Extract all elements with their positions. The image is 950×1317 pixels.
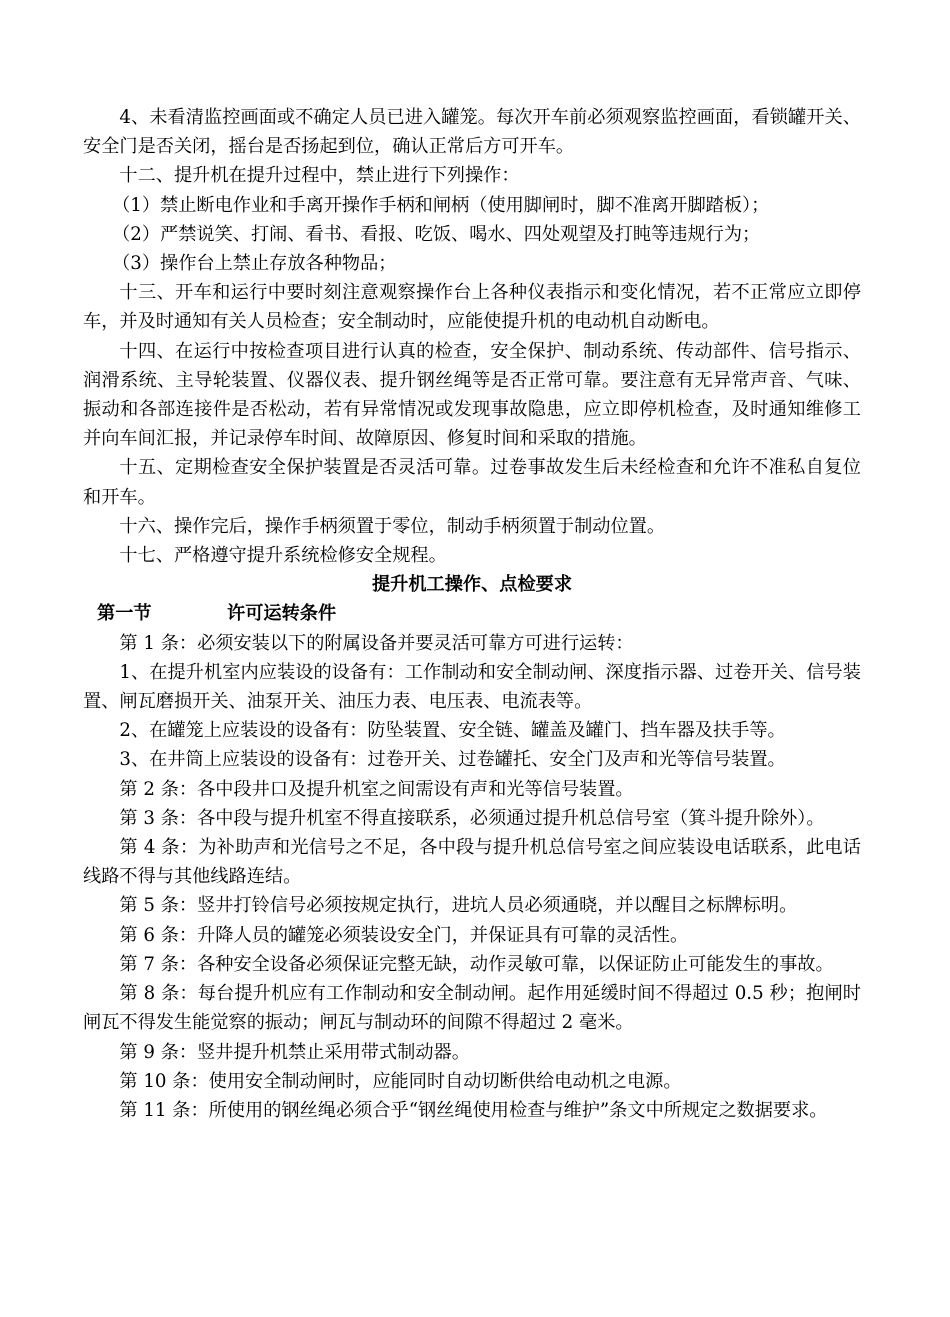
section-heading: 提升机工操作、点检要求 [371, 574, 573, 596]
list-item-3: （3）操作台上禁止存放各种物品； [112, 253, 397, 275]
rule-2: 第 2 条：各中段井口及提升机室之间需设有声和光等信号装置。 [119, 778, 634, 800]
paragraph-article-13: 十三、开车和运行中要时刻注意观察操作台上各种仪表指示和变化情况，若不正常应立即停车，并及时通知有关人员检查；安全制动时，应能使提升机的电动机自动断电。 [83, 282, 861, 333]
rule-1: 第 1 条：必须安装以下的附属设备并要灵活可靠方可进行运转： [119, 632, 634, 654]
list-item-1: （1）禁止断电作业和手离开操作手柄和闸柄（使用脚闸时，脚不准离开脚踏板）； [112, 194, 770, 216]
chapter-title: 许可运转条件 [227, 603, 337, 625]
rule-7: 第 7 条：各种安全设备必须保证完整无缺，动作灵敏可靠，以保证防止可能发生的事故。 [119, 953, 834, 975]
rule-10: 第 10 条：使用安全制动闸时，应能同时自动切断供给电动机之电源。 [119, 1070, 682, 1092]
paragraph-article-12: 十二、提升机在提升过程中，禁止进行下列操作： [119, 165, 520, 187]
chapter-heading [83, 599, 861, 628]
paragraph-item-4: 4、未看清监控画面或不确定人员已进入罐笼。每次开车前必须观察监控画面，看锁罐开关、安全门是否关闭，摇台是否扬起到位，确认正常后方可开车。 [83, 107, 861, 158]
rule-11: 第 11 条：所使用的钢丝绳必须合乎“钢丝绳使用检查与维护”条文中所规定之数据要求。 [119, 1099, 828, 1121]
rule-1-item-1: 1、在提升机室内应装设的设备有：工作制动和安全制动闸、深度指示器、过卷开关、信号装置、闸瓦磨损开关、油泵开关、油压力表、电压表、电流表等。 [83, 661, 861, 713]
paragraph-article-16: 十六、操作完后，操作手柄须置于零位，制动手柄须置于制动位置。 [119, 515, 666, 537]
paragraph-article-15: 十五、定期检查安全保护装置是否灵活可靠。过卷事故发生后未经检查和允许不准私自复位和开车。 [83, 457, 861, 508]
paragraph-article-14: 十四、在运行中按检查项目进行认真的检查，安全保护、制动系统、传动部件、信号指示、润滑系统、主导轮装置、仪器仪表、提升钢丝绳等是否正常可靠。要注意有无异常声音、气味、振动和各部连接件是否松动，若有异常情况或发现事故隐患，应立即停机检查，及时通知维修工并向车间汇报，并记录停车时间、故障原因、修复时间和采取的措施。 [83, 340, 861, 450]
list-item-2: （2）严禁说笑、打闹、看书、看报、吃饭、喝水、四处观望及打盹等违规行为； [112, 223, 761, 245]
rule-9: 第 9 条：竖井提升机禁止采用带式制动器。 [119, 1041, 470, 1063]
document-page [83, 103, 861, 1125]
rule-3: 第 3 条：各中段与提升机室不得直接联系，必须通过提升机总信号室（箕斗提升除外）。 [119, 807, 825, 829]
rule-8: 第 8 条：每台提升机应有工作制动和安全制动闸。起作用延缓时间不得超过 0.5 秒；抱闸时闸瓦不得发生能觉察的振动；闸瓦与制动环的间隙不得超过 2 毫米。 [83, 983, 861, 1034]
rule-4: 第 4 条：为补助声和光信号之不足，各中段与提升机总信号室之间应装设电话联系，此电话线路不得与其他线路连结。 [83, 837, 861, 888]
rule-6: 第 6 条：升降人员的罐笼必须装设安全门，并保证具有可靠的灵活性。 [119, 924, 689, 946]
paragraph-article-17: 十七、严格遵守提升系统检修安全规程。 [119, 545, 447, 567]
rule-1-item-3: 3、在井筒上应装设的设备有：过卷开关、过卷罐托、安全门及声和光等信号装置。 [119, 749, 786, 771]
rule-1-item-2: 2、在罐笼上应装设的设备有：防坠装置、安全链、罐盖及罐门、挡车器及扶手等。 [119, 720, 786, 742]
rule-5: 第 5 条：竖井打铃信号必须按规定执行，进坑人员必须通晓，并以醒目之标牌标明。 [119, 895, 798, 917]
chapter-number: 第一节 [97, 603, 152, 625]
